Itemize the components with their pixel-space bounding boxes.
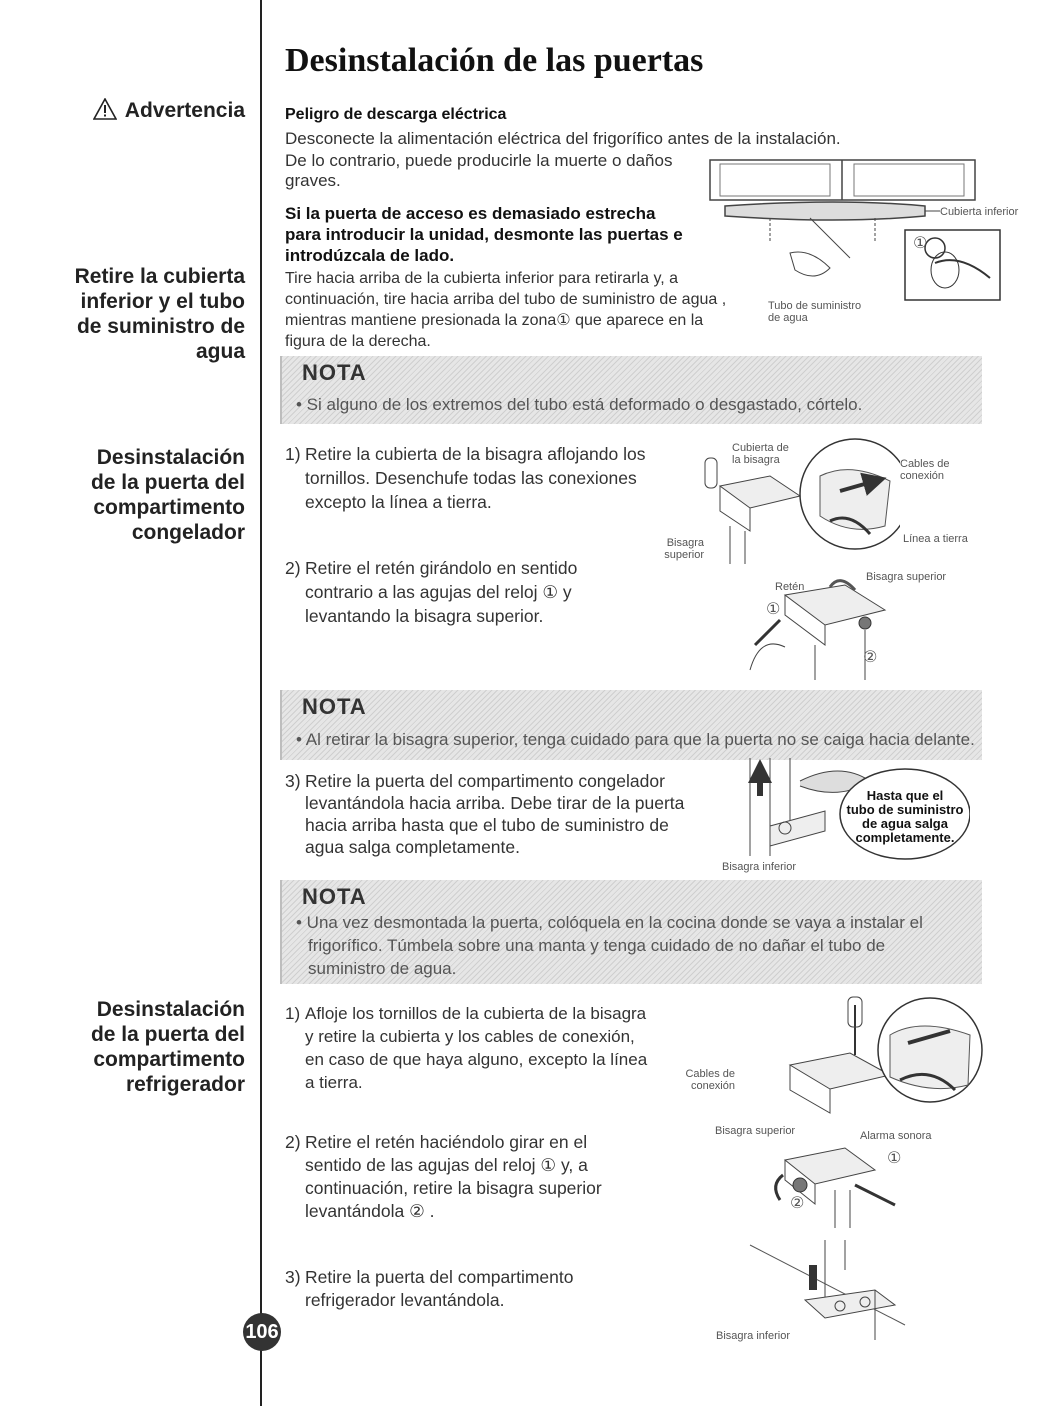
warning-line-3: graves. — [285, 171, 341, 190]
heading-line: de suministro de — [76, 315, 245, 338]
warning-heading: Peligro de descarga eléctrica — [285, 106, 507, 123]
ground-label: Línea a tierra — [903, 533, 968, 545]
bold-line: para introducir la unidad, desmonte las puertas e — [285, 225, 683, 244]
page-title: Desinstalación de las puertas — [285, 42, 704, 79]
freezer-callout — [835, 789, 975, 845]
step-number: 3) — [285, 771, 301, 791]
note-box — [280, 690, 982, 760]
fridge-bottom-hinge-figure — [745, 1240, 925, 1340]
note-line: frigorífico. Túmbela sobre una manta y tenga cuidado de no dañar el tubo de — [308, 936, 886, 955]
heading-line: Retire la cubierta — [74, 265, 245, 288]
top-hinge-label — [654, 537, 704, 561]
caption-line: Bisagra — [666, 537, 704, 549]
note-box — [280, 356, 982, 424]
step-line: continuación, retire la bisagra superior — [305, 1178, 602, 1198]
callout-line: Hasta que el — [866, 788, 944, 803]
caption-line: Tubo de suministro — [768, 300, 862, 312]
callout-line: completamente. — [855, 830, 955, 845]
caption-line: conexión — [900, 470, 945, 482]
fig-callout-1: ① — [913, 235, 928, 252]
text-line: Tire hacia arriba de la cubierta inferior para retirarla y, a — [285, 270, 679, 287]
bottom-cover-figure — [700, 158, 1040, 308]
heading-line: compartimento — [93, 1048, 245, 1071]
cover-bold-text — [285, 203, 683, 266]
step-line: a tierra. — [305, 1073, 363, 1092]
fridge-cables-label — [685, 1068, 735, 1092]
bold-line: Si la puerta de acceso es demasiado estrecha — [285, 204, 656, 223]
fig-callout-1: ① — [766, 601, 781, 618]
step-line: sentido de las agujas del reloj ① y, a — [305, 1155, 588, 1175]
hinge-cover-figure — [690, 436, 900, 566]
step-line: contrario a las agujas del reloj ① y — [305, 582, 572, 602]
note-box — [280, 880, 982, 984]
caption-line: conexión — [690, 1080, 735, 1092]
fridge-reten-figure — [755, 1130, 915, 1230]
caption-line: de agua — [768, 312, 808, 324]
step-line: Retire el retén girándolo en sentido — [305, 558, 578, 578]
step-line: Retire la puerta del compartimento congelador — [305, 771, 665, 791]
step-line: refrigerador levantándola. — [305, 1290, 505, 1310]
tube-label — [768, 300, 861, 324]
heading-line: de la puerta del — [90, 1023, 245, 1046]
fridge-step-3 — [285, 1266, 573, 1312]
margin-rule — [260, 0, 262, 1406]
warning-line-2: De lo contrario, puede producirle la muerte o daños — [285, 151, 673, 170]
caption-line: Cables de — [685, 1068, 735, 1080]
bottom-hinge-label: Bisagra inferior — [722, 861, 796, 873]
cover-side-heading — [30, 264, 245, 364]
page-number: 106 — [243, 1313, 281, 1351]
hinge-cover-label — [732, 442, 789, 466]
heading-line: de la puerta del — [90, 471, 245, 494]
step-line: y retire la cubierta y los cables de conexión, — [305, 1027, 635, 1046]
heading-line: refrigerador — [125, 1073, 245, 1096]
note-line: • Si alguno de los extremos del tubo está deformado o desgastado, córtelo. — [296, 395, 863, 414]
freezer-step-2 — [285, 556, 577, 628]
step-number: 3) — [285, 1267, 301, 1287]
warning-label-text: Advertencia — [124, 99, 245, 122]
note-line: suministro de agua. — [308, 959, 457, 978]
cover-label: Cubierta inferior — [940, 206, 1019, 218]
cables-label — [900, 458, 950, 482]
note-line: • Una vez desmontada la puerta, colóquela en la cocina donde se vaya a instalar el — [296, 913, 923, 932]
reten-label: Retén — [775, 581, 805, 593]
step-line: excepto la línea a tierra. — [305, 492, 492, 512]
fridge-step-1 — [285, 1002, 647, 1094]
step-number: 1) — [285, 1004, 301, 1023]
note-title: NOTA — [302, 884, 367, 909]
step-line: Retire la cubierta de la bisagra aflojando los — [305, 444, 646, 464]
callout-line: tubo de suministro — [846, 802, 964, 817]
note-title: NOTA — [302, 694, 367, 719]
step-line: hacia arriba hasta que el tubo de suministro de — [305, 815, 669, 835]
alarm-label: Alarma sonora — [860, 1130, 932, 1142]
step-number: 1) — [285, 444, 301, 464]
step-line: Afloje los tornillos de la cubierta de la bisagra — [305, 1004, 647, 1023]
step-line: en caso de que haya alguno, excepto la línea — [305, 1050, 648, 1069]
heading-line: Desinstalación — [96, 998, 245, 1021]
heading-line: Desinstalación — [96, 446, 245, 469]
caption-line: la bisagra — [732, 454, 780, 466]
fridge-step-2 — [285, 1131, 602, 1223]
text-line: mientras mantiene presionada la zona① que aparece en la — [285, 312, 704, 329]
step-line: Retire el retén haciéndolo girar en el — [305, 1132, 588, 1152]
callout-line: de agua salga — [862, 816, 948, 831]
fridge-bottom-hinge-label: Bisagra inferior — [716, 1330, 790, 1342]
fig-callout-2: ② — [790, 1195, 805, 1212]
freezer-step-1 — [285, 442, 645, 514]
fridge-top-hinge-label: Bisagra superior — [715, 1125, 796, 1137]
step-number: 2) — [285, 558, 301, 578]
heading-line: compartimento — [93, 496, 245, 519]
note-title: NOTA — [302, 360, 367, 385]
fridge-side-heading — [30, 997, 245, 1097]
step-number: 2) — [285, 1132, 301, 1152]
step-line: levantando la bisagra superior. — [305, 606, 544, 626]
bold-line: introdúzcala de lado. — [285, 246, 455, 265]
top-hinge-label-2: Bisagra superior — [866, 571, 947, 583]
fig-callout-1: ① — [887, 1150, 902, 1167]
note-line: • Al retirar la bisagra superior, tenga cuidado para que la puerta no se caiga hacia delante. — [296, 730, 975, 749]
warning-icon — [93, 98, 117, 126]
heading-line: inferior y el tubo — [80, 290, 245, 313]
heading-line: agua — [195, 340, 245, 363]
note-text — [296, 911, 923, 980]
warning-line-1: Desconecte la alimentación eléctrica del frigorífico antes de la instalación. — [285, 129, 841, 148]
step-line: Retire la puerta del compartimento — [305, 1267, 574, 1287]
step-line: levantándola hacia arriba. Debe tirar de la puerta — [305, 793, 685, 813]
reten-figure — [745, 575, 915, 685]
step-line: tornillos. Desenchufe todas las conexiones — [305, 468, 637, 488]
caption-line: Cables de — [900, 458, 950, 470]
freezer-side-heading — [30, 445, 245, 545]
text-line: continuación, tire hacia arriba del tubo de suministro de agua , — [285, 291, 727, 308]
caption-line: superior — [664, 549, 704, 561]
fig-callout-2: ② — [863, 649, 878, 666]
step-line: agua salga completamente. — [305, 837, 520, 857]
heading-line: congelador — [131, 521, 245, 544]
step-line: levantándola ② . — [305, 1201, 435, 1221]
caption-line: Cubierta de — [732, 442, 789, 454]
fridge-hinge-cover-figure — [740, 995, 990, 1120]
cover-text — [285, 268, 726, 352]
warning-label — [30, 98, 245, 126]
freezer-step-3 — [285, 770, 684, 858]
text-line: figura de la derecha. — [285, 333, 431, 350]
